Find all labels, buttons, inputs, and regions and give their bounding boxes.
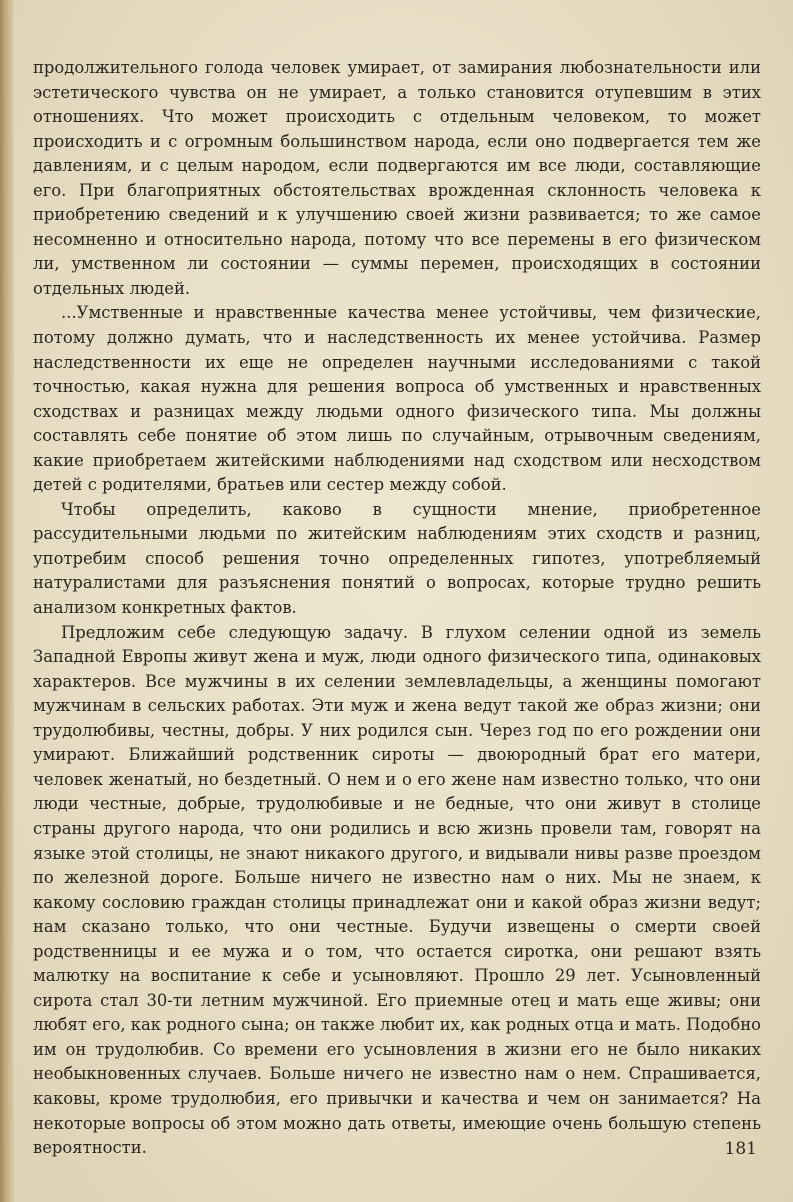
paragraph-2: ...Умственные и нравственные качества менее устойчивы, чем физические, потому должно думать, что и наследственность их менее устойчива. Размер наследственности их еще не определен научными исследованиями с такой точностью, какая нужна для решения вопроса об умственных и нравственных сходствах и разницах между людьми одного физического типа. Мы должны составлять себе понятие об этом лишь по случайным, отрывочным сведениям, какие приобретаем житейскими наблюдениями над сходством или несходством детей с родителями, братьев или сестер между собой. — [33, 303, 761, 495]
paragraph-4: Предложим себе следующую задачу. В глухом селении одной из земель Западной Европы живут жена и муж, люди одного физического типа, одинаковых характеров. Все мужчины в их селении землевладельцы, а женщины помогают мужчинам в сельских работах. Эти муж и жена ведут такой же образ жизни; они трудолюбивы, честны, добры. У них родился сын. Через год по его рождении они умирают. Ближайший родственник сироты — двоюродный брат его матери, человек женатый, но бездетный. О нем и о его жене нам известно только, что они люди честные, добрые, трудолюбивые и не бедные, что они живут в столице страны другого народа, что они родились и всю жизнь провели там, говорят на языке этой столицы, не знают никакого другого, и видывали нивы разве проездом по железной дороге. Больше ничего не известно нам о них. Мы не знаем, к какому сословию граждан столицы принадлежат они и какой образ жизни ведут; нам сказано только, что они честные. Будучи извещены о смерти своей родственницы и ее мужа и о том, что остается сиротка, они решают взять малютку на воспитание к себе и усыновляют. Прошло 29 лет. Усыновленный сирота стал 30-ти летним мужчиной. Его приемные отец и мать еще живы; они любят его, как родного сына; он также любит их, как родных отца и мать. Подобно им он трудолюбив. Со времени его усыновления в жизни его не было никаких необыкновенных случаев. Больше ничего не известно нам о нем. Спрашивается, каковы, кроме трудолюбия, его привычки и качества и чем он занимается? На некоторые вопросы об этом можно дать ответы, имеющие очень большую степень вероятности. — [33, 622, 761, 1158]
page-binding-edge — [0, 0, 14, 1202]
paragraph-3: Чтобы определить, каково в сущности мнение, приобретенное рассудительными людьми по житейским наблюдениям этих сходств и разниц, употребим способ решения точно определенных гипотез, употребляемый натуралистами для разъяснения понятий о вопросах, которые трудно решить анализом конкретных фактов. — [33, 499, 761, 618]
paragraph-1: продолжительного голода человек умирает, от замирания любознательности или эстетического чувства он не умирает, а только становится отупевшим в этих отношениях. Что может происходить с отдельным человеком, то может происходить и с огромным большинством народа, если оно подвергается тем же давлениям, и с целым народом, если подвергаются им все люди, составляющие его. При благоприятных обстоятельствах врожденная склонность человека к приобретению сведений и к улучшению своей жизни развивается; то же самое несомненно и относительно народа, потому что все перемены в его физическом ли, умственном ли состоянии — суммы перемен, происходящих в состоянии отдельных людей. — [33, 58, 761, 298]
page-number: 181 — [724, 1139, 757, 1159]
body-text — [33, 56, 761, 1161]
